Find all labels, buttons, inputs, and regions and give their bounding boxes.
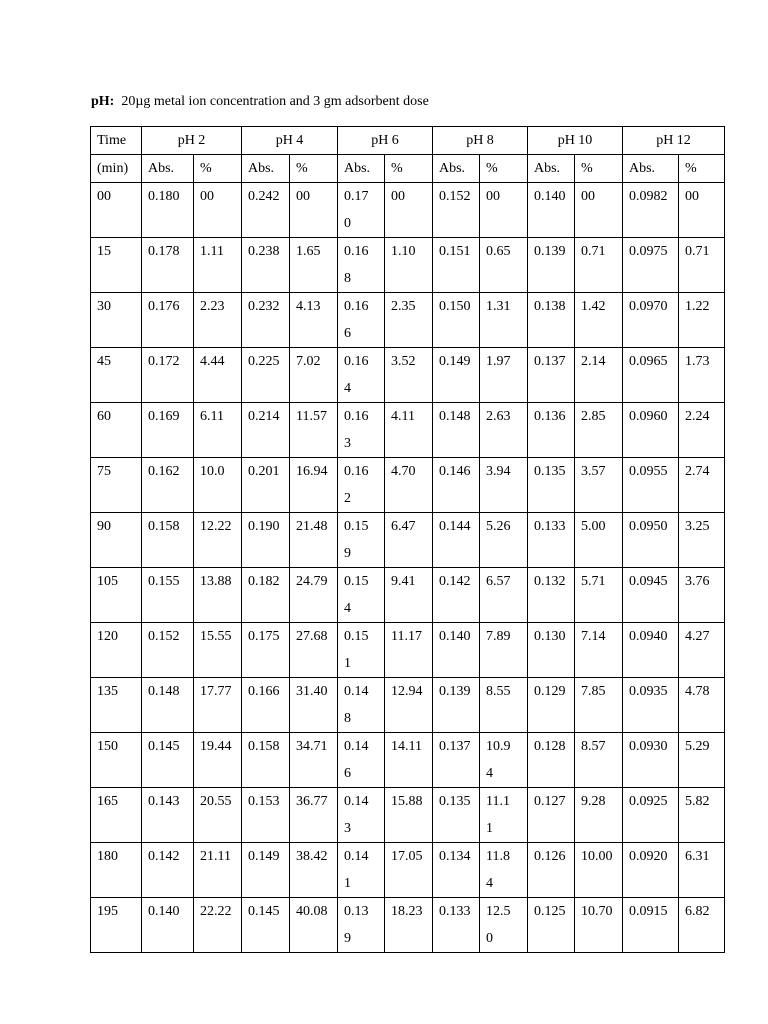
percent-cell: 10.00 [575, 843, 623, 898]
cell-text-line: 12.5 [486, 904, 511, 919]
abs-cell: 0.176 [142, 293, 194, 348]
cell-text-line: 3 [344, 821, 351, 836]
abs-cell: 0.125 [528, 898, 575, 953]
table-row [91, 843, 725, 898]
cell-text-line: 0.16 [344, 464, 369, 479]
time-unit-header: (min) [91, 155, 142, 183]
cell-text-line: 0.14 [344, 794, 369, 809]
percent-cell: 12.22 [194, 513, 242, 568]
percent-cell: 5.26 [480, 513, 528, 568]
abs-cell: 0.175 [242, 623, 290, 678]
percent-cell: 5.82 [679, 788, 725, 843]
percent-cell [480, 733, 528, 788]
time-cell: 60 [91, 403, 142, 458]
abs-cell: 0.182 [242, 568, 290, 623]
percent-subheader: % [194, 155, 242, 183]
cell-text-line: 0.16 [344, 409, 369, 424]
percent-cell: 1.10 [385, 238, 433, 293]
percent-cell: 8.57 [575, 733, 623, 788]
cell-text-line: 0.16 [344, 244, 369, 259]
cell-text-line: 4 [486, 766, 493, 781]
abs-cell: 0.0965 [623, 348, 679, 403]
group-header-ph8: pH 8 [433, 127, 528, 155]
percent-cell: 6.47 [385, 513, 433, 568]
cell-text-line: 6 [344, 766, 351, 781]
group-header-ph6: pH 6 [338, 127, 433, 155]
cell-text-line: 0 [344, 216, 351, 231]
time-cell: 165 [91, 788, 142, 843]
time-cell: 15 [91, 238, 142, 293]
cell-text-line: 0.15 [344, 629, 369, 644]
percent-cell: 00 [575, 183, 623, 238]
abs-cell: 0.140 [528, 183, 575, 238]
abs-cell: 0.0920 [623, 843, 679, 898]
abs-cell: 0.0982 [623, 183, 679, 238]
percent-cell: 6.57 [480, 568, 528, 623]
percent-subheader: % [290, 155, 338, 183]
abs-cell: 0.238 [242, 238, 290, 293]
abs-cell: 0.0935 [623, 678, 679, 733]
percent-cell: 3.52 [385, 348, 433, 403]
percent-cell: 0.65 [480, 238, 528, 293]
abs-cell: 0.129 [528, 678, 575, 733]
cell-text-line: 6 [344, 326, 351, 341]
time-cell: 45 [91, 348, 142, 403]
percent-cell: 2.74 [679, 458, 725, 513]
abs-cell: 0.0955 [623, 458, 679, 513]
abs-subheader: Abs. [433, 155, 480, 183]
abs-cell [338, 678, 385, 733]
percent-cell: 6.82 [679, 898, 725, 953]
abs-cell: 0.225 [242, 348, 290, 403]
abs-cell [338, 458, 385, 513]
abs-subheader: Abs. [623, 155, 679, 183]
percent-subheader: % [385, 155, 433, 183]
time-cell: 90 [91, 513, 142, 568]
table-row [91, 623, 725, 678]
percent-cell: 00 [679, 183, 725, 238]
table-row [91, 458, 725, 513]
cell-text-line: 0.16 [344, 354, 369, 369]
cell-text-line: 0 [486, 931, 493, 946]
abs-cell: 0.0915 [623, 898, 679, 953]
percent-cell: 11.57 [290, 403, 338, 458]
percent-cell: 2.85 [575, 403, 623, 458]
percent-cell: 12.94 [385, 678, 433, 733]
percent-cell: 21.48 [290, 513, 338, 568]
abs-cell: 0.169 [142, 403, 194, 458]
abs-cell: 0.132 [528, 568, 575, 623]
percent-cell: 7.85 [575, 678, 623, 733]
abs-subheader: Abs. [142, 155, 194, 183]
abs-cell: 0.135 [433, 788, 480, 843]
percent-cell: 9.28 [575, 788, 623, 843]
abs-cell: 0.190 [242, 513, 290, 568]
abs-cell: 0.0975 [623, 238, 679, 293]
percent-cell: 00 [480, 183, 528, 238]
abs-cell: 0.142 [433, 568, 480, 623]
abs-subheader: Abs. [242, 155, 290, 183]
abs-cell: 0.130 [528, 623, 575, 678]
cell-text-line: 4 [486, 876, 493, 891]
table-row [91, 348, 725, 403]
percent-cell: 4.27 [679, 623, 725, 678]
percent-cell: 19.44 [194, 733, 242, 788]
abs-cell: 0.136 [528, 403, 575, 458]
abs-cell [338, 788, 385, 843]
abs-cell: 0.0945 [623, 568, 679, 623]
caption-text: 20µg metal ion concentration and 3 gm adsorbent dose [121, 94, 429, 109]
cell-text-line: 1 [486, 821, 493, 836]
percent-cell: 13.88 [194, 568, 242, 623]
abs-cell: 0.148 [142, 678, 194, 733]
percent-cell: 15.55 [194, 623, 242, 678]
abs-subheader: Abs. [528, 155, 575, 183]
table-row [91, 678, 725, 733]
cell-text-line: 9 [344, 931, 351, 946]
abs-cell: 0.145 [142, 733, 194, 788]
abs-cell [338, 183, 385, 238]
header-row-groups [91, 127, 725, 155]
table-caption [91, 94, 429, 110]
abs-cell: 0.137 [433, 733, 480, 788]
abs-cell: 0.143 [142, 788, 194, 843]
percent-cell: 1.73 [679, 348, 725, 403]
abs-cell: 0.158 [142, 513, 194, 568]
abs-cell: 0.150 [433, 293, 480, 348]
percent-cell: 3.76 [679, 568, 725, 623]
abs-cell [338, 623, 385, 678]
cell-text-line: 8 [344, 711, 351, 726]
cell-text-line: 0.14 [344, 684, 369, 699]
cell-text-line: 10.9 [486, 739, 511, 754]
abs-cell: 0.145 [242, 898, 290, 953]
time-cell: 180 [91, 843, 142, 898]
abs-cell: 0.152 [433, 183, 480, 238]
abs-cell [338, 733, 385, 788]
percent-cell: 18.23 [385, 898, 433, 953]
abs-cell: 0.180 [142, 183, 194, 238]
percent-cell: 34.71 [290, 733, 338, 788]
group-header-ph10: pH 10 [528, 127, 623, 155]
table-row [91, 183, 725, 238]
abs-cell: 0.146 [433, 458, 480, 513]
percent-cell: 3.25 [679, 513, 725, 568]
cell-text-line: 0.15 [344, 574, 369, 589]
abs-cell: 0.0950 [623, 513, 679, 568]
percent-cell: 24.79 [290, 568, 338, 623]
abs-cell: 0.135 [528, 458, 575, 513]
table-row [91, 238, 725, 293]
abs-cell: 0.0940 [623, 623, 679, 678]
percent-cell: 27.68 [290, 623, 338, 678]
group-header-ph12: pH 12 [623, 127, 725, 155]
cell-text-line: 0.14 [344, 739, 369, 754]
percent-cell [480, 788, 528, 843]
percent-cell: 3.57 [575, 458, 623, 513]
table-row [91, 898, 725, 953]
percent-cell: 4.78 [679, 678, 725, 733]
abs-cell: 0.127 [528, 788, 575, 843]
header-row-subheaders [91, 155, 725, 183]
table-row [91, 403, 725, 458]
percent-cell: 17.77 [194, 678, 242, 733]
percent-cell: 5.29 [679, 733, 725, 788]
percent-cell: 4.11 [385, 403, 433, 458]
percent-cell: 00 [290, 183, 338, 238]
percent-cell: 2.24 [679, 403, 725, 458]
cell-text-line: 8 [344, 271, 351, 286]
percent-cell: 15.88 [385, 788, 433, 843]
table-row [91, 788, 725, 843]
percent-cell: 11.17 [385, 623, 433, 678]
abs-cell: 0.152 [142, 623, 194, 678]
abs-subheader: Abs. [338, 155, 385, 183]
abs-cell: 0.138 [528, 293, 575, 348]
abs-cell: 0.144 [433, 513, 480, 568]
cell-text-line: 1 [344, 656, 351, 671]
cell-text-line: 4 [344, 601, 351, 616]
abs-cell: 0.151 [433, 238, 480, 293]
abs-cell: 0.133 [528, 513, 575, 568]
percent-cell [480, 898, 528, 953]
caption-label: pH: [91, 94, 115, 109]
abs-cell: 0.0970 [623, 293, 679, 348]
abs-cell [338, 568, 385, 623]
table-row [91, 293, 725, 348]
percent-cell: 7.02 [290, 348, 338, 403]
abs-cell: 0.172 [142, 348, 194, 403]
cell-text-line: 0.14 [344, 849, 369, 864]
abs-cell: 0.162 [142, 458, 194, 513]
abs-cell: 0.0930 [623, 733, 679, 788]
abs-cell: 0.149 [433, 348, 480, 403]
group-header-ph2: pH 2 [142, 127, 242, 155]
percent-cell: 31.40 [290, 678, 338, 733]
abs-cell [338, 403, 385, 458]
percent-cell: 9.41 [385, 568, 433, 623]
percent-cell: 22.22 [194, 898, 242, 953]
abs-cell: 0.139 [528, 238, 575, 293]
cell-text-line: 11.1 [486, 794, 510, 809]
abs-cell: 0.126 [528, 843, 575, 898]
abs-cell: 0.137 [528, 348, 575, 403]
cell-text-line: 0.16 [344, 299, 369, 314]
abs-cell: 0.140 [142, 898, 194, 953]
cell-text-line: 0.15 [344, 519, 369, 534]
cell-text-line: 2 [344, 491, 351, 506]
abs-cell: 0.214 [242, 403, 290, 458]
abs-cell: 0.232 [242, 293, 290, 348]
percent-cell: 40.08 [290, 898, 338, 953]
percent-cell: 1.22 [679, 293, 725, 348]
percent-cell: 10.0 [194, 458, 242, 513]
percent-cell: 17.05 [385, 843, 433, 898]
percent-cell: 00 [194, 183, 242, 238]
percent-cell: 8.55 [480, 678, 528, 733]
percent-cell: 1.11 [194, 238, 242, 293]
time-cell: 135 [91, 678, 142, 733]
percent-cell: 0.71 [679, 238, 725, 293]
percent-subheader: % [575, 155, 623, 183]
percent-cell: 0.71 [575, 238, 623, 293]
abs-cell: 0.0925 [623, 788, 679, 843]
ph-absorbance-table [90, 126, 725, 953]
cell-text-line: 0.17 [344, 189, 369, 204]
percent-cell: 16.94 [290, 458, 338, 513]
percent-cell: 00 [385, 183, 433, 238]
abs-cell: 0.155 [142, 568, 194, 623]
percent-cell: 1.31 [480, 293, 528, 348]
percent-cell: 4.44 [194, 348, 242, 403]
time-cell: 105 [91, 568, 142, 623]
time-cell: 75 [91, 458, 142, 513]
percent-cell: 4.70 [385, 458, 433, 513]
abs-cell: 0.242 [242, 183, 290, 238]
time-cell: 120 [91, 623, 142, 678]
abs-cell [338, 843, 385, 898]
percent-cell: 1.42 [575, 293, 623, 348]
percent-cell: 7.14 [575, 623, 623, 678]
percent-cell: 2.35 [385, 293, 433, 348]
percent-cell: 20.55 [194, 788, 242, 843]
time-cell: 30 [91, 293, 142, 348]
abs-cell: 0.148 [433, 403, 480, 458]
percent-cell: 2.63 [480, 403, 528, 458]
abs-cell: 0.134 [433, 843, 480, 898]
table-row [91, 733, 725, 788]
group-header-ph4: pH 4 [242, 127, 338, 155]
abs-cell [338, 513, 385, 568]
percent-cell: 7.89 [480, 623, 528, 678]
abs-cell: 0.142 [142, 843, 194, 898]
percent-cell: 3.94 [480, 458, 528, 513]
abs-cell [338, 293, 385, 348]
percent-cell: 6.31 [679, 843, 725, 898]
time-cell: 195 [91, 898, 142, 953]
table-row [91, 513, 725, 568]
percent-cell: 5.71 [575, 568, 623, 623]
percent-subheader: % [679, 155, 725, 183]
percent-cell: 1.97 [480, 348, 528, 403]
cell-text-line: 3 [344, 436, 351, 451]
time-cell: 150 [91, 733, 142, 788]
time-header: Time [91, 127, 142, 155]
percent-cell: 1.65 [290, 238, 338, 293]
percent-cell [480, 843, 528, 898]
abs-cell: 0.153 [242, 788, 290, 843]
percent-subheader: % [480, 155, 528, 183]
percent-cell: 5.00 [575, 513, 623, 568]
abs-cell [338, 238, 385, 293]
cell-text-line: 11.8 [486, 849, 510, 864]
percent-cell: 2.23 [194, 293, 242, 348]
percent-cell: 38.42 [290, 843, 338, 898]
abs-cell [338, 898, 385, 953]
percent-cell: 4.13 [290, 293, 338, 348]
abs-cell: 0.139 [433, 678, 480, 733]
percent-cell: 14.11 [385, 733, 433, 788]
time-cell: 00 [91, 183, 142, 238]
cell-text-line: 0.13 [344, 904, 369, 919]
percent-cell: 6.11 [194, 403, 242, 458]
abs-cell: 0.158 [242, 733, 290, 788]
percent-cell: 10.70 [575, 898, 623, 953]
abs-cell: 0.140 [433, 623, 480, 678]
abs-cell: 0.128 [528, 733, 575, 788]
percent-cell: 36.77 [290, 788, 338, 843]
abs-cell: 0.0960 [623, 403, 679, 458]
percent-cell: 2.14 [575, 348, 623, 403]
abs-cell: 0.149 [242, 843, 290, 898]
cell-text-line: 1 [344, 876, 351, 891]
abs-cell: 0.201 [242, 458, 290, 513]
percent-cell: 21.11 [194, 843, 242, 898]
abs-cell: 0.133 [433, 898, 480, 953]
table-row [91, 568, 725, 623]
abs-cell [338, 348, 385, 403]
cell-text-line: 9 [344, 546, 351, 561]
cell-text-line: 4 [344, 381, 351, 396]
table-body [91, 183, 725, 953]
abs-cell: 0.178 [142, 238, 194, 293]
abs-cell: 0.166 [242, 678, 290, 733]
